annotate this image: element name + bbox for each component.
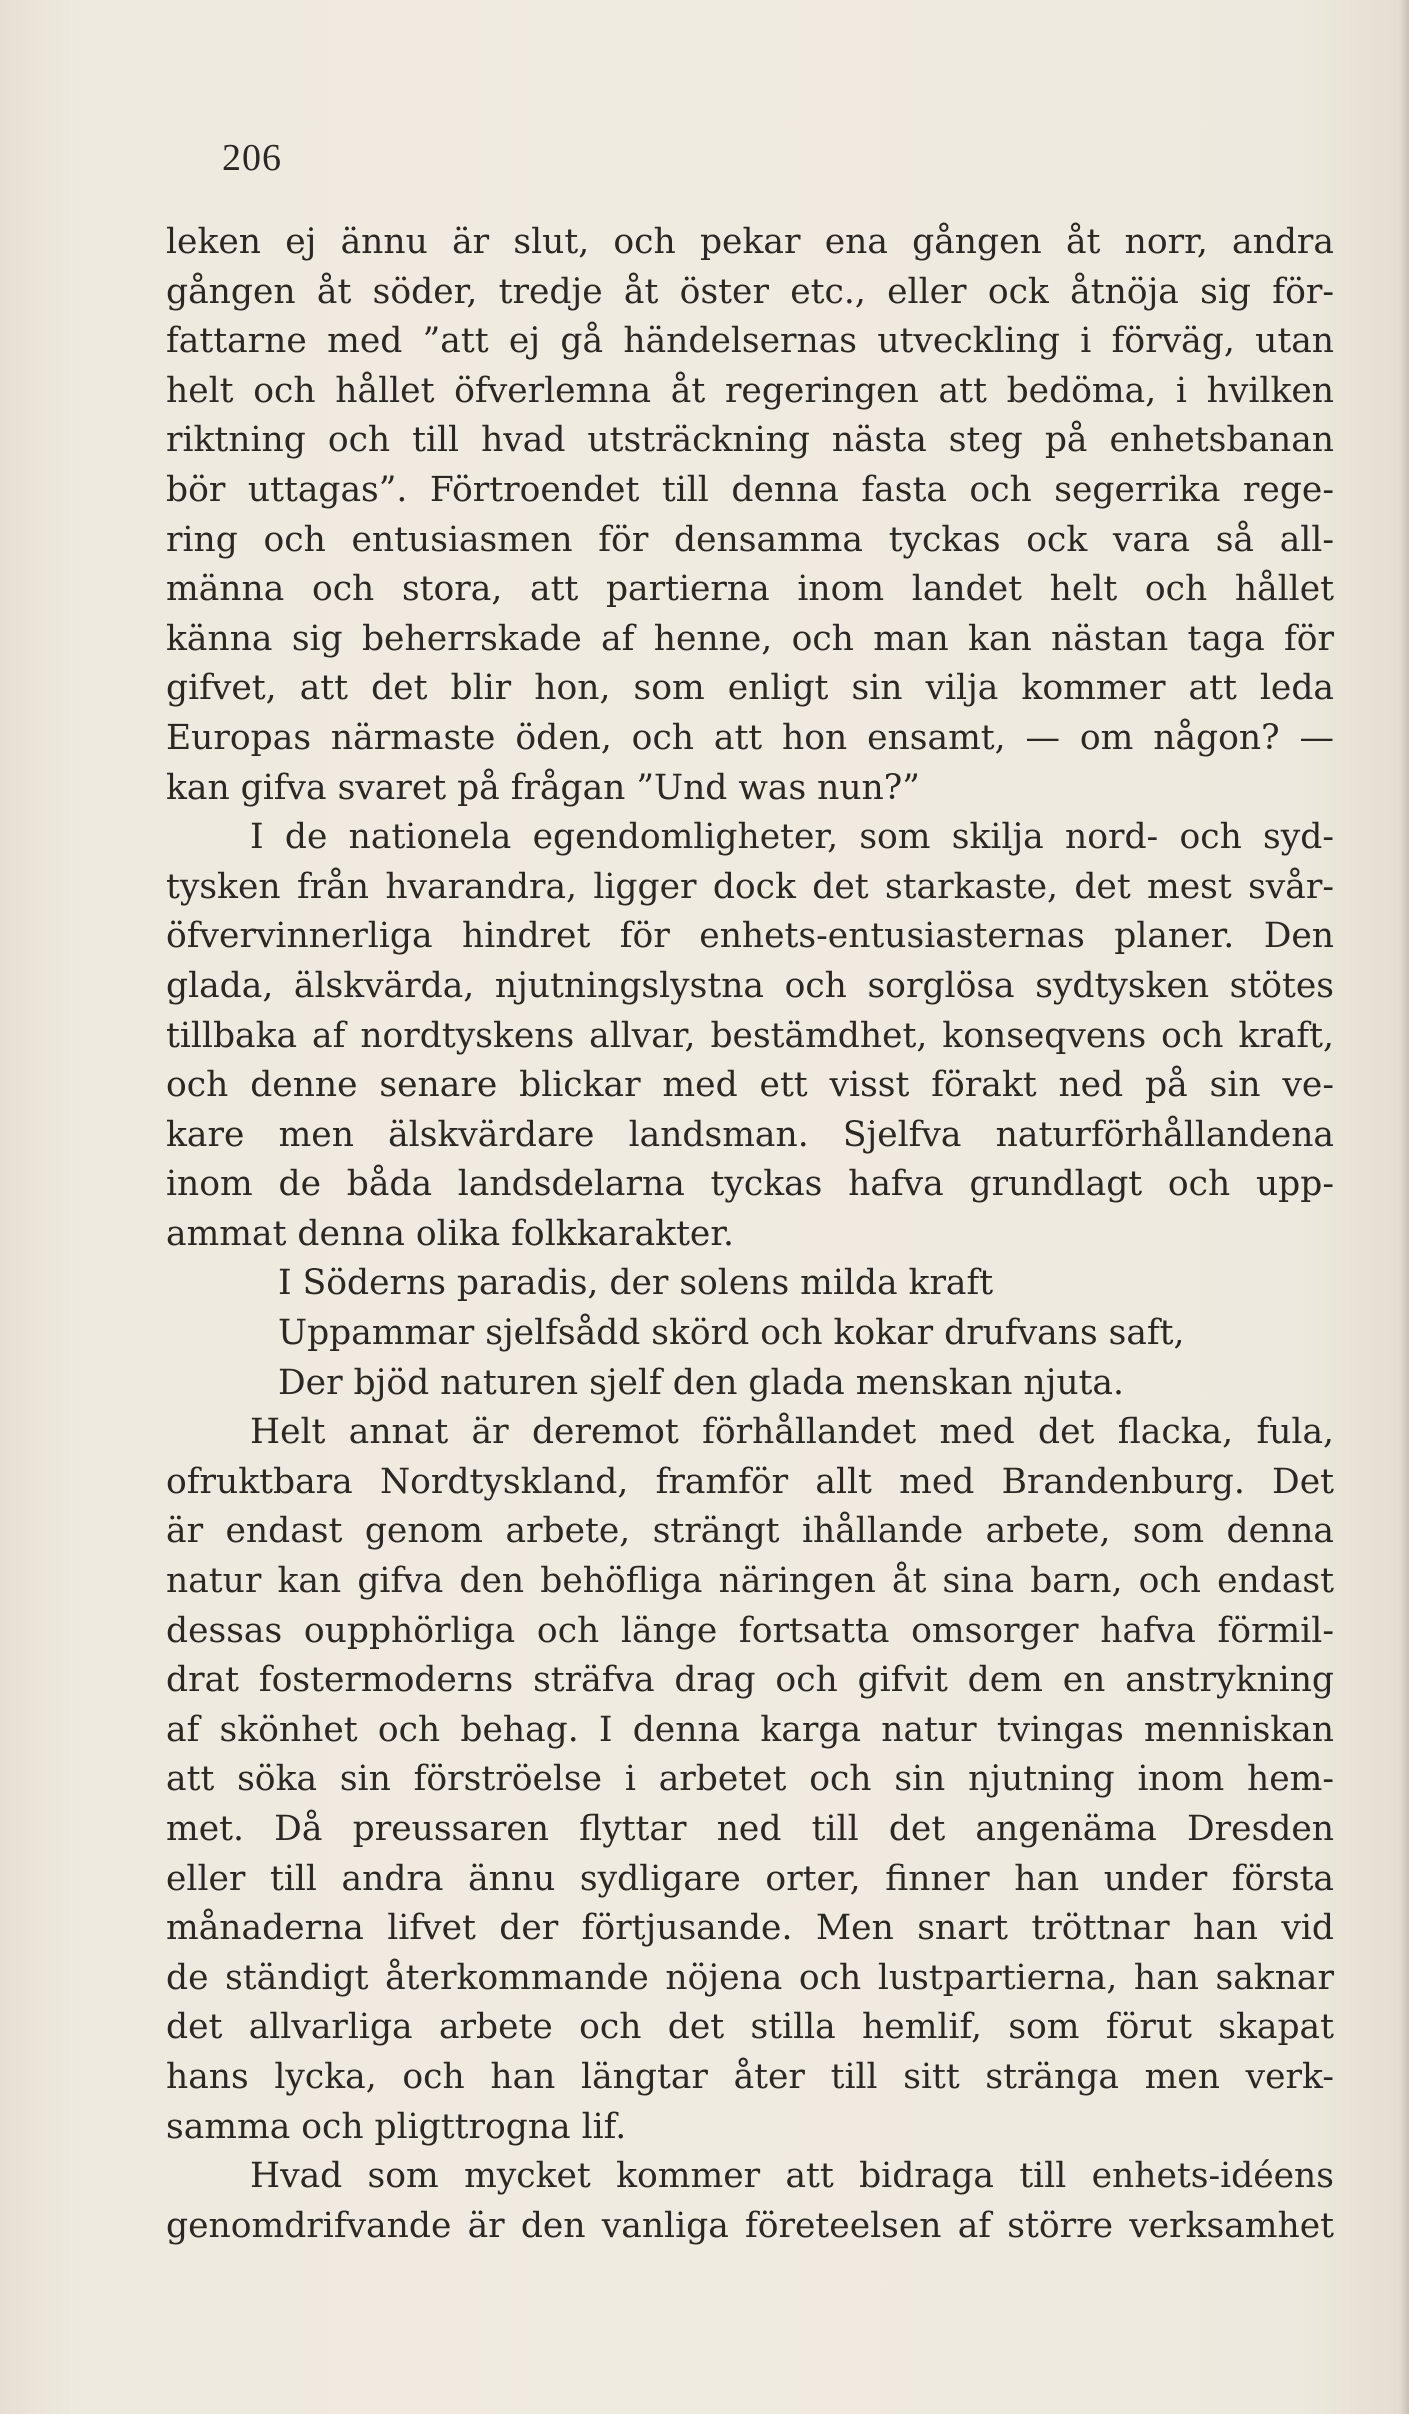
verse-line: Uppammar sjelfsådd skörd och kokar drufvans saft, [278,1313,1185,1354]
text-line: glada, älskvärda, njutningslystna och sorglösa sydtysken stötes [166,965,1334,1006]
text-line: gifvet, att det blir hon, som enligt sin vilja kommer att leda [166,668,1334,709]
text-line: är endast genom arbete, strängt ihållande arbete, som denna [166,1511,1334,1552]
body-text [166,218,1334,2251]
text-line: de ständigt återkommande nöjena och lustpartierna, han saknar [166,1957,1334,1998]
text-line: leken ej ännu är slut, och pekar ena gången åt norr, andra [166,222,1334,262]
text-line: riktning och till hvad utsträckning nästa steg på enhetsbanan [166,420,1334,461]
text-line: kare men älskvärdare landsman. Sjelfva naturförhållandena [166,1114,1334,1155]
text-line: ofruktbara Nordtyskland, framför allt med Brandenburg. Det [166,1461,1334,1502]
text-line: öfvervinnerliga hindret för enhets-entusiasternas planer. Den [166,916,1334,957]
verse-line: I Söderns paradis, der solens milda kraft [278,1263,994,1304]
text-line: dessas oupphörliga och länge fortsatta omsorger hafva förmil- [166,1610,1334,1651]
text-line: kan gifva svaret på frågan ”Und was nun?” [166,767,920,808]
text-line: I de nationela egendomligheter, som skilja nord- och syd- [250,817,1334,858]
text-line: fattarne med ”att ej gå händelsernas utveckling i förväg, utan [166,321,1334,362]
text-line: hans lycka, och han längtar åter till sitt stränga men verk- [166,2056,1334,2097]
text-line: och denne senare blickar med ett visst förakt ned på sin ve- [166,1065,1334,1106]
text-line: samma och pligttrogna lif. [166,2106,627,2147]
text-line: att söka sin förströelse i arbetet och sin njutning inom hem- [166,1759,1334,1800]
text-line: genomdrifvande är den vanliga företeelsen af större verksamhet [166,2205,1334,2246]
text-line: bör uttagas”. Förtroendet till denna fasta och segerrika rege- [166,469,1334,510]
text-line: tysken från hvarandra, ligger dock det starkaste, det mest svår- [166,866,1334,907]
verse-line: Der bjöd naturen sjelf den glada menskan njuta. [278,1362,1124,1403]
text-line: männa och stora, att partierna inom landet helt och hållet [166,569,1334,610]
text-line: känna sig beherrskade af henne, och man kan nästan taga för [166,618,1334,659]
page-number: 206 [222,137,282,179]
text-line: helt och hållet öfverlemna åt regeringen att bedöma, i hvilken [166,370,1334,411]
text-line: Helt annat är deremot förhållandet med det flacka, fula, [250,1412,1334,1453]
text-line: tillbaka af nordtyskens allvar, bestämdhet, konseqvens och kraft, [166,1015,1334,1056]
text-line: natur kan gifva den behöfliga näringen åt sina barn, och endast [166,1561,1334,1602]
text-line: met. Då preussaren flyttar ned till det angenäma Dresden [166,1809,1334,1849]
text-line: eller till andra ännu sydligare orter, finner han under första [166,1858,1334,1899]
page-gutter-shadow [1399,0,1409,2414]
text-line: inom de båda landsdelarna tyckas hafva grundlagt och upp- [166,1164,1334,1205]
text-line: drat fostermoderns sträfva drag och gifvit dem en anstrykning [166,1660,1334,1701]
text-line: gången åt söder, tredje åt öster etc., eller ock åtnöja sig för- [166,271,1334,312]
text-line: månaderna lifvet der förtjusande. Men snart tröttnar han vid [166,1908,1334,1949]
text-line: ammat denna olika folkkarakter. [166,1213,735,1254]
text-line: af skönhet och behag. I denna karga natur tvingas menniskan [166,1709,1334,1750]
text-line: det allvarliga arbete och det stilla hemlif, som förut skapat [166,2007,1334,2048]
text-line: ring och entusiasmen för densamma tyckas ock vara så all- [166,519,1334,560]
text-line: Hvad som mycket kommer att bidraga till enhets-idéens [250,2156,1334,2197]
text-line: Europas närmaste öden, och att hon ensamt, — om någon? — [166,717,1334,758]
